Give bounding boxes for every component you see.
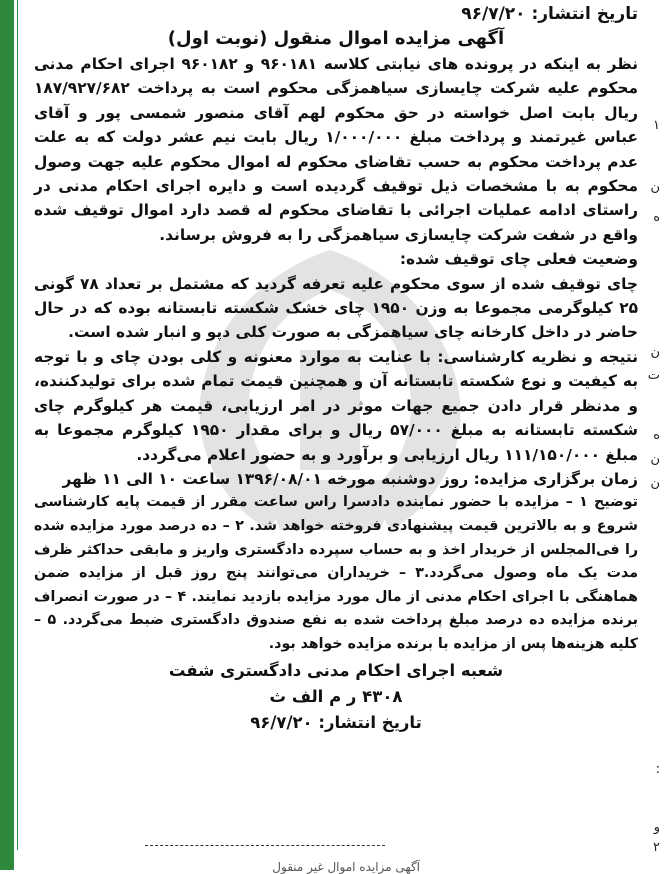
notice-title: آگهی مزایده اموال منقول (نوبت اول) <box>167 28 505 49</box>
section-divider <box>145 845 385 846</box>
paragraph-expert-opinion: نتیجه و نظریه کارشناسی: با عنایت به موارد معنونه و کلی بودن چای و با توجه به کیفیت و نوع شکسته تابستانه آن و همچنین قیمت تمام شده برای تولیدکننده، و مدنظر قرار دادن جمیع جهات موثر در امر ارزیابی، قیمت هر کیلوگرم چای شکسته تابستانه به مبلغ ۵۷/۰۰۰ ریال و برای مقدار ۱۹۵۰ کیلوگرم مجموعا به مبلغ ۱۱۱/۱۵۰/۰۰۰ ریال ارزیابی و برآورد و به حضور اعلام می‌گردد. <box>34 347 638 464</box>
auction-notice <box>34 2 638 736</box>
next-notice-fragment: آگهی مزایده اموال غیر منقول <box>272 860 420 874</box>
reference-code: ۴۳۰۸ ر م الف ث <box>269 687 403 707</box>
fragment-text: ن <box>650 476 660 491</box>
notice-body <box>34 52 638 656</box>
fragment-text: ه <box>653 428 660 443</box>
footer-publication-date: تاریخ انتشار: ۹۶/۷/۲۰ <box>250 713 422 733</box>
paragraph-auction-time: زمان برگزاری مزایده: روز دوشنبه مورخه ۱۳۹۶/۰۸/۰۱ ساعت ۱۰ الی ۱۱ ظهر <box>62 469 638 488</box>
paragraph-seized-goods: چای توقیف شده از سوی محکوم علیه تعرفه گردید که مشتمل بر تعداد ۷۸ گونی ۲۵ کیلوگرمی مجموعا به وزن ۱۹۵۰ چای خشک شکسته تابستانه بوده که در حال حاضر در داخل کارخانه چای سیاهمزگی به صورت کلی دپو و انبار شده است. <box>34 274 638 342</box>
notice-footer <box>34 658 638 736</box>
issuing-office: شعبه اجرای احکام مدنی دادگستری شفت <box>168 661 504 681</box>
fragment-text: ن <box>650 180 660 195</box>
fragment-text: ه <box>653 210 660 225</box>
paragraph-status-heading: وضعیت فعلی چای توقیف شده: <box>399 250 638 269</box>
paragraph-intro: نظر به اینکه در پرونده های نیابتی کلاسه ۹۶۰۱۸۱ و ۹۶۰۱۸۲ اجرای احکام مدنی محکوم علیه شرکت چایسازی سیاهمزگی محکوم است به پرداخت ۱۸۷/۹۲۷/۶۸۲ ریال بابت اصل خواسته در حق محکوم لهم آقای منصور شمسی پور و آقای عباس غیرتمند و پرداخت مبلغ ۱/۰۰۰/۰۰۰ ریال بابت نیم عشر دولت که به علت عدم پرداخت محکوم به حسب تقاضای محکوم له اموال محکوم علیه جهت وصول محکوم به با مشخصات ذیل توقیف گردیده است و دایره اجرای احکام مدنی در راستای ادامه عملیات اجرائی با تقاضای محکوم له قصد دارد اموال توقیف شده واقع در شفت شرکت چایسازی سیاهمزگی را به فروش برساند. <box>34 55 639 244</box>
fragment-text: ن <box>650 345 660 360</box>
adjacent-column-fragments <box>638 0 664 870</box>
fragment-text: : <box>655 762 660 777</box>
left-border-line <box>17 0 18 850</box>
fragment-text: ن <box>650 452 660 467</box>
fragment-text: ۱ <box>653 118 660 133</box>
fragment-text: ۲ <box>653 840 660 855</box>
fragment-text: ت <box>647 368 660 383</box>
fragment-text: و <box>653 820 660 835</box>
publication-date: تاریخ انتشار: ۹۶/۷/۲۰ <box>461 4 638 24</box>
left-green-border <box>0 0 14 870</box>
paragraph-notes: توضیح ۱ – مزایده با حضور نماینده دادسرا راس ساعت مقرر از قیمت پایه کارشناسی شروع و به بالاترین قیمت پیشنهادی فروخته خواهد شد. ۲ – ده درصد مورد مزایده شده را فی‌المجلس از خریدار اخذ و به حساب سپرده دادگستری واریز و مابقی حداکثر ظرف مدت یک ماه وصول می‌گردد.۳ – خریداران می‌توانند پنج روز قبل از مزایده ضمن هماهنگی با اجرای احکام مدنی از مال مورد مزایده بازدید نمایند. ۴ – در صورت انصراف برنده مزایده ده درصد مبلغ پرداخت شده به نفع صندوق دادگستری ضبط می‌گردد. ۵ – کلیه هزینه‌ها پس از مزایده با برنده مزایده خواهد بود. <box>34 494 639 652</box>
